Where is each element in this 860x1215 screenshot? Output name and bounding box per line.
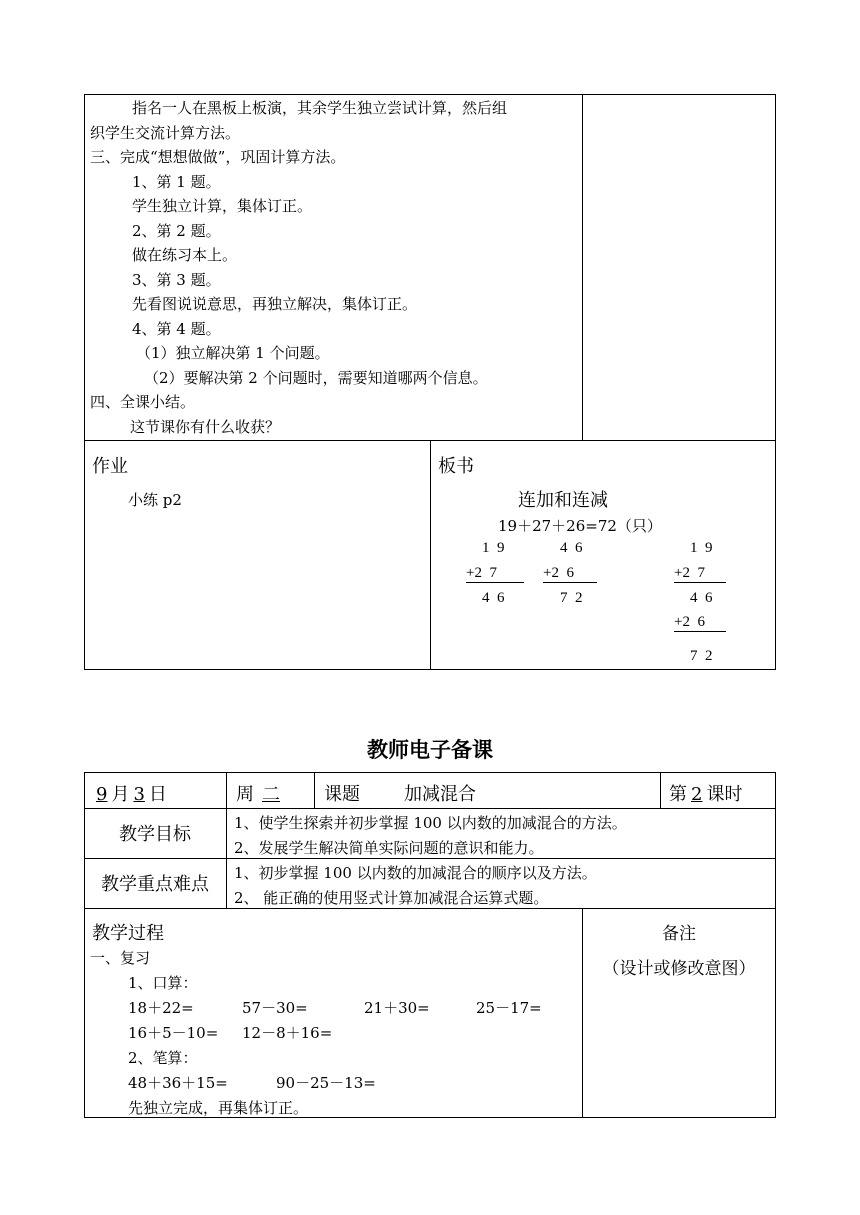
- calc-c-row3: 4 6: [690, 590, 713, 606]
- month-value: 9: [96, 784, 108, 805]
- process-text: [84, 96, 582, 439]
- review-title: 一、复习: [90, 949, 151, 967]
- calc-a-row1: 1 9: [482, 540, 505, 556]
- date-field: [92, 780, 167, 806]
- period-value: 2: [691, 784, 703, 805]
- written-title: 2、笔算：: [128, 1049, 198, 1067]
- oral-expr: 12－8＋16=: [242, 1024, 333, 1042]
- key-point-item: 2、 能正确的使用竖式计算加减混合运算式题。: [234, 888, 549, 907]
- week-label: 周: [236, 784, 254, 805]
- divider: [314, 772, 315, 808]
- topic-label: 课题: [324, 784, 360, 805]
- key-points-list: [234, 861, 597, 910]
- text-line: 学生独立计算，集体订正。: [132, 197, 313, 215]
- divider: [660, 772, 661, 808]
- written-expr: 90－25－13=: [276, 1074, 376, 1092]
- goals-label: 教学目标: [119, 824, 191, 845]
- weekday-field: [236, 780, 288, 806]
- divider: [84, 808, 776, 809]
- text-line: 2、第 2 题。: [132, 221, 221, 240]
- text-line: 4、第 4 题。: [132, 319, 221, 338]
- divider: [582, 94, 583, 441]
- notes-label: 备注: [662, 924, 696, 944]
- calc-c-row4: +2 6: [674, 614, 726, 632]
- process-label: 教学过程: [92, 923, 164, 944]
- key-point-item: 1、初步掌握 100 以内数的加减混合的顺序以及方法。: [234, 864, 597, 882]
- calc-b-row3: 7 2: [560, 590, 583, 606]
- calc-c-row2: +2 7: [674, 565, 726, 583]
- topic-value: 加减混合: [404, 784, 476, 805]
- goal-item: 1、使学生探索并初步掌握 100 以内数的加减混合的方法。: [234, 814, 627, 832]
- text-line: 三、完成“想想做做”，巩固计算方法。: [90, 148, 346, 166]
- month-label: 月: [111, 784, 130, 805]
- text-line: 做在练习本上。: [132, 246, 238, 264]
- calc-b-row1: 4 6: [560, 540, 583, 556]
- period-suffix: 课时: [706, 784, 743, 805]
- text-line: 1、第 1 题。: [132, 172, 221, 191]
- written-expr: 48＋36＋15=: [128, 1074, 228, 1092]
- board-label: 板书: [438, 456, 474, 477]
- homework-content: 小练 p2: [128, 491, 182, 509]
- oral-expr: 18＋22=: [128, 999, 194, 1017]
- period-prefix: 第: [669, 784, 687, 805]
- oral-expr: 16＋5－10=: [128, 1024, 219, 1042]
- calc-a-row3: 4 6: [482, 590, 505, 606]
- board-equation: 19＋27＋26=72（只）: [498, 517, 662, 535]
- calc-b-row2: +2 6: [543, 565, 597, 583]
- text-line: 3、第 3 题。: [132, 270, 221, 289]
- oral-title: 1、口算：: [128, 974, 198, 992]
- divider: [226, 772, 227, 808]
- text-line: （1）独立解决第 1 个问题。: [136, 344, 330, 362]
- text-line: 织学生交流计算方法。: [90, 123, 241, 142]
- board-title: 连加和连减: [518, 490, 608, 511]
- weekday-value: 二: [262, 784, 280, 805]
- key-points-label: 教学重点难点: [101, 874, 209, 895]
- oral-expr: 21＋30=: [364, 999, 430, 1017]
- text-line: 指名一人在黑板上板演，其余学生独立尝试计算，然后组: [132, 99, 508, 117]
- homework-label: 作业: [92, 456, 128, 477]
- text-line: （2）要解决第 2 个问题时，需要知道哪两个信息。: [144, 368, 488, 387]
- period-field: [669, 780, 742, 806]
- text-line: 四、全课小结。: [90, 393, 196, 411]
- oral-expr: 25－17=: [476, 999, 542, 1017]
- calc-c-row5: 7 2: [690, 648, 713, 664]
- final-instruction: 先独立完成，再集体订正。: [128, 1099, 309, 1117]
- day-label: 日: [148, 784, 167, 805]
- oral-expr: 57－30=: [242, 999, 308, 1017]
- divider: [226, 808, 227, 908]
- text-line: 这节课你有什么收获？: [130, 417, 281, 436]
- text-line: 先看图说说意思，再独立解决，集体订正。: [132, 295, 418, 313]
- divider: [430, 440, 431, 670]
- page-title: 教师电子备课: [367, 738, 493, 762]
- calc-a-row2: +2 7: [466, 565, 524, 583]
- notes-subtitle: （设计或修改意图）: [602, 959, 756, 979]
- calc-c-row1: 1 9: [690, 540, 713, 556]
- goals-list: [234, 811, 627, 860]
- day-value: 3: [133, 784, 145, 805]
- goal-item: 2、发展学生解决简单实际问题的意识和能力。: [234, 838, 544, 857]
